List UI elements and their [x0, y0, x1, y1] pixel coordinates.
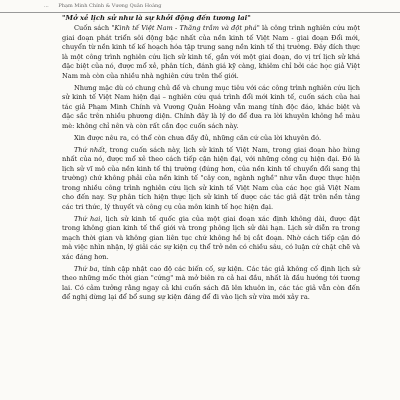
section-title: "Mở xẻ lịch sử như là sự khởi động đến tương lai": [62, 14, 251, 22]
page-body: [62, 13, 360, 306]
paragraph-4: Thứ nhất, trong cuốn sách này, lịch sử kinh tế Việt Nam, trong giai đoạn hào hùng nhất của nó, được mổ xẻ theo cách tiếp cận hiện đại, với những công cụ hiện đại. Đó là lịch sử vĩ mô của nền kinh tế thị trường (đúng hơn, của nền kinh tế chuyển đổi sang thị trường) chứ không phải của nền kinh tế "cây con, ngành nghề" như vẫn được thực hiện trong nhiều công trình nghiên cứu lịch sử kinh tế Việt Nam của các học giả Việt Nam cho đến nay. Sự phân tích hiện thực lịch sử kinh tế được các tác giả đặt trên nền tảng các tri thức, lý thuyết và công cụ của môn kinh tế học hiện đại.: [62, 145, 361, 211]
paragraph-6: Thứ ba, tính cập nhật cao độ các biến cố, sự kiện. Các tác giả không cố định lịch sử theo những mốc thời gian "cứng" mà mở biên ra cả hai đầu, nhất là đầu hướng tới tương lai. Có cảm tưởng rằng ngay cả khi cuốn sách đã lên khuôn in, các tác giả vẫn còn đến để nghị dừng lại để bổ sung sự kiện đáng để đi vào lịch sử vừa mới xảy ra.: [62, 264, 360, 302]
paragraph-2: Nhưng mặc dù có chung chủ đề và chung mục tiêu với các công trình nghiên cứu lịch sử kinh tế Việt Nam hiện đại – nghiên cứu quá trình đổi mới kinh tế, cuốn sách của hai tác giả Phạm Minh Chính và Vương Quân Hoàng vẫn mang tính độc đáo, khác biệt và đặc sắc trên nhiều phương diện. Chính đây là lý do để đưa ra lời khuyên không hề màu mè: không chỉ nên và còn rất cần đọc cuốn sách này.: [62, 83, 360, 130]
page-number: ...: [44, 3, 49, 9]
paragraph-1: Cuốn sách "Kinh tế Việt Nam - Thăng trầm và đột phá" là công trình nghiên cứu một giai đoạn phát triển sôi động bậc nhất của nền kinh tế Việt Nam - giai đoạn Đổi mới, chuyển từ nền kinh tế kế hoạch hóa tập trung sang nền kinh tế thị trường. Đây đích thực là một công trình nghiên cứu lịch sử kinh tế, gắn với một giai đoạn, do vị trí lịch sử khá đặc biệt của nó, được mổ xẻ, phân tích, đánh giá kỹ càng, khiêm chỉ bởi các học giả Việt Nam mà còn của nhiều nhà nghiên cứu trên thế giới.: [62, 24, 360, 80]
paragraph-5: Thứ hai, lịch sử kinh tế quốc gia của một giai đoạn xác định không dài, được đặt trong không gian kinh tế thế giới và trong phông lịch sử dài hạn. Lịch sử diễn ra trong mạch thời gian và không gian liên tục chứ không hề bị cắt đoạn. Nhờ cách tiếp cận đó mà việc nhìn nhận, lý giải các sự kiện cụ thể trở nên có chiều sâu, có luận cứ chặt chẽ và xác đáng hơn.: [62, 214, 360, 261]
running-title: Phạm Minh Chính & Vương Quân Hoàng: [58, 3, 162, 9]
paragraph-3: Xin được nêu ra, có thể còn chưa đầy đủ, những căn cứ của lời khuyên đó.: [74, 133, 322, 142]
running-header: [0, 0, 400, 13]
